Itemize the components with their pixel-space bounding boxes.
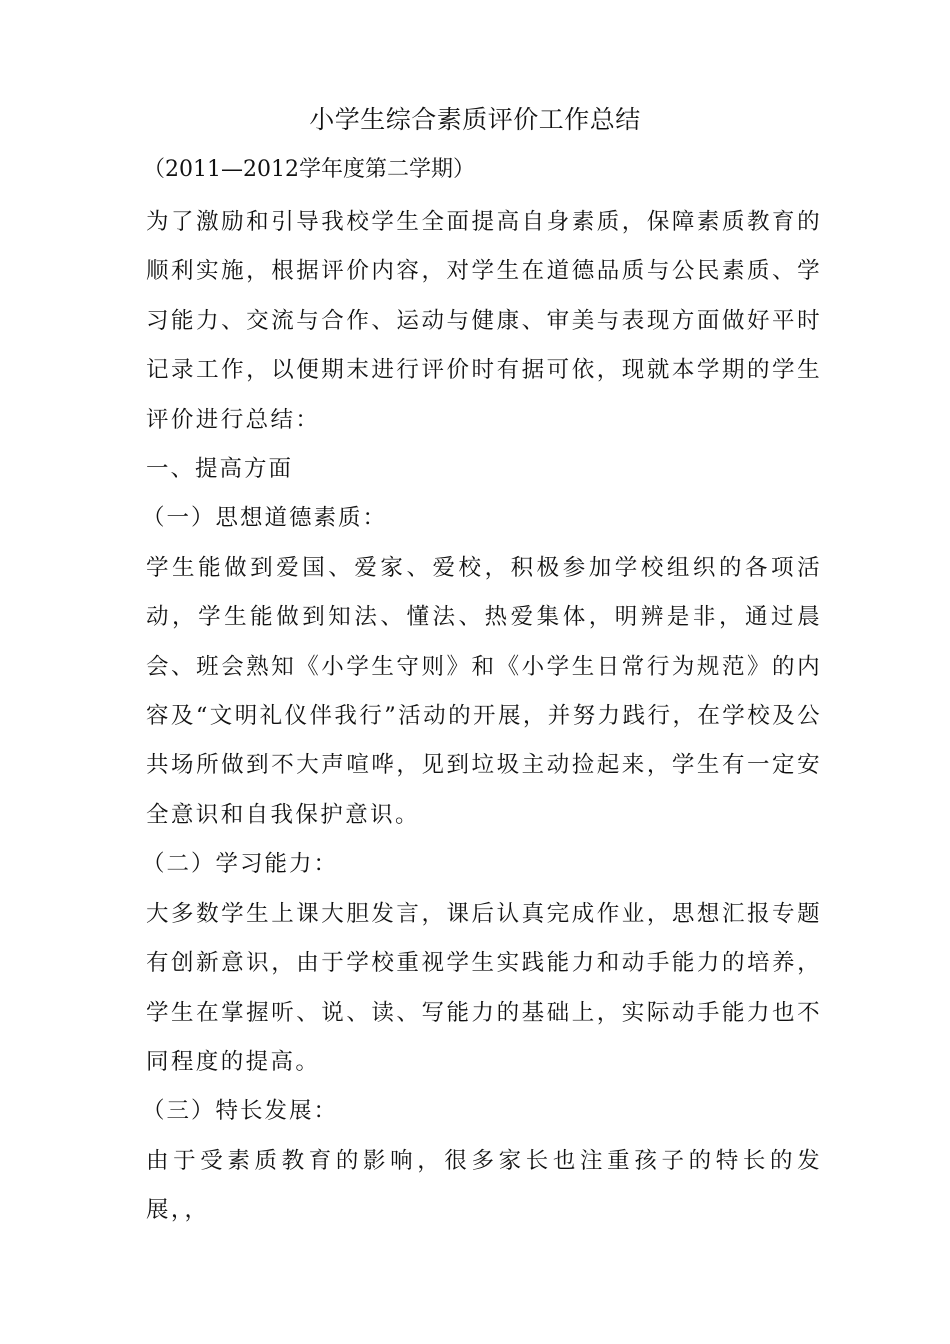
document-body <box>142 198 822 1236</box>
intro-paragraph: 为了激励和引导我校学生全面提高自身素质，保障素质教育的顺利实施，根据评价内容，对学生在道德品质与公民素质、学习能力、交流与合作、运动与健康、审美与表现方面做好平时记录工作，以便期末进行评价时有据可依，现就本学期的学生评价进行总结： <box>146 209 822 433</box>
section-heading-improvements: 一、提高方面 <box>146 456 294 483</box>
subsection-heading-learning-ability: （二）学习能力： <box>142 851 339 878</box>
talent-development-paragraph: 由于受素质教育的影响，很多家长也注重孩子的特长的发展，， <box>146 1147 822 1224</box>
moral-quality-paragraph: 学生能做到爱国、爱家、爱校，积极参加学校组织的各项活动，学生能做到知法、懂法、热爱集体，明辨是非，通过晨会、班会熟知《小学生守则》和《小学生日常行为规范》的内容及“文明礼仪伴我行”活动的开展，并努力践行，在学校及公共场所做到不大声喧哗，见到垃圾主动捡起来，学生有一定安全意识和自我保护意识。 <box>146 554 822 828</box>
subsection-heading-talent-development: （三）特长发展： <box>142 1098 339 1125</box>
document-subtitle: （2011—2012学年度第二学期） <box>143 157 475 182</box>
learning-ability-paragraph: 大多数学生上课大胆发言，课后认真完成作业，思想汇报专题有创新意识，由于学校重视学生实践能力和动手能力的培养，学生在掌握听、说、读、写能力的基础上，实际动手能力也不同程度的提高。 <box>146 900 822 1075</box>
subsection-heading-moral-quality: （一）思想道德素质： <box>142 505 388 532</box>
document-title: 小学生综合素质评价工作总结 <box>309 105 641 134</box>
